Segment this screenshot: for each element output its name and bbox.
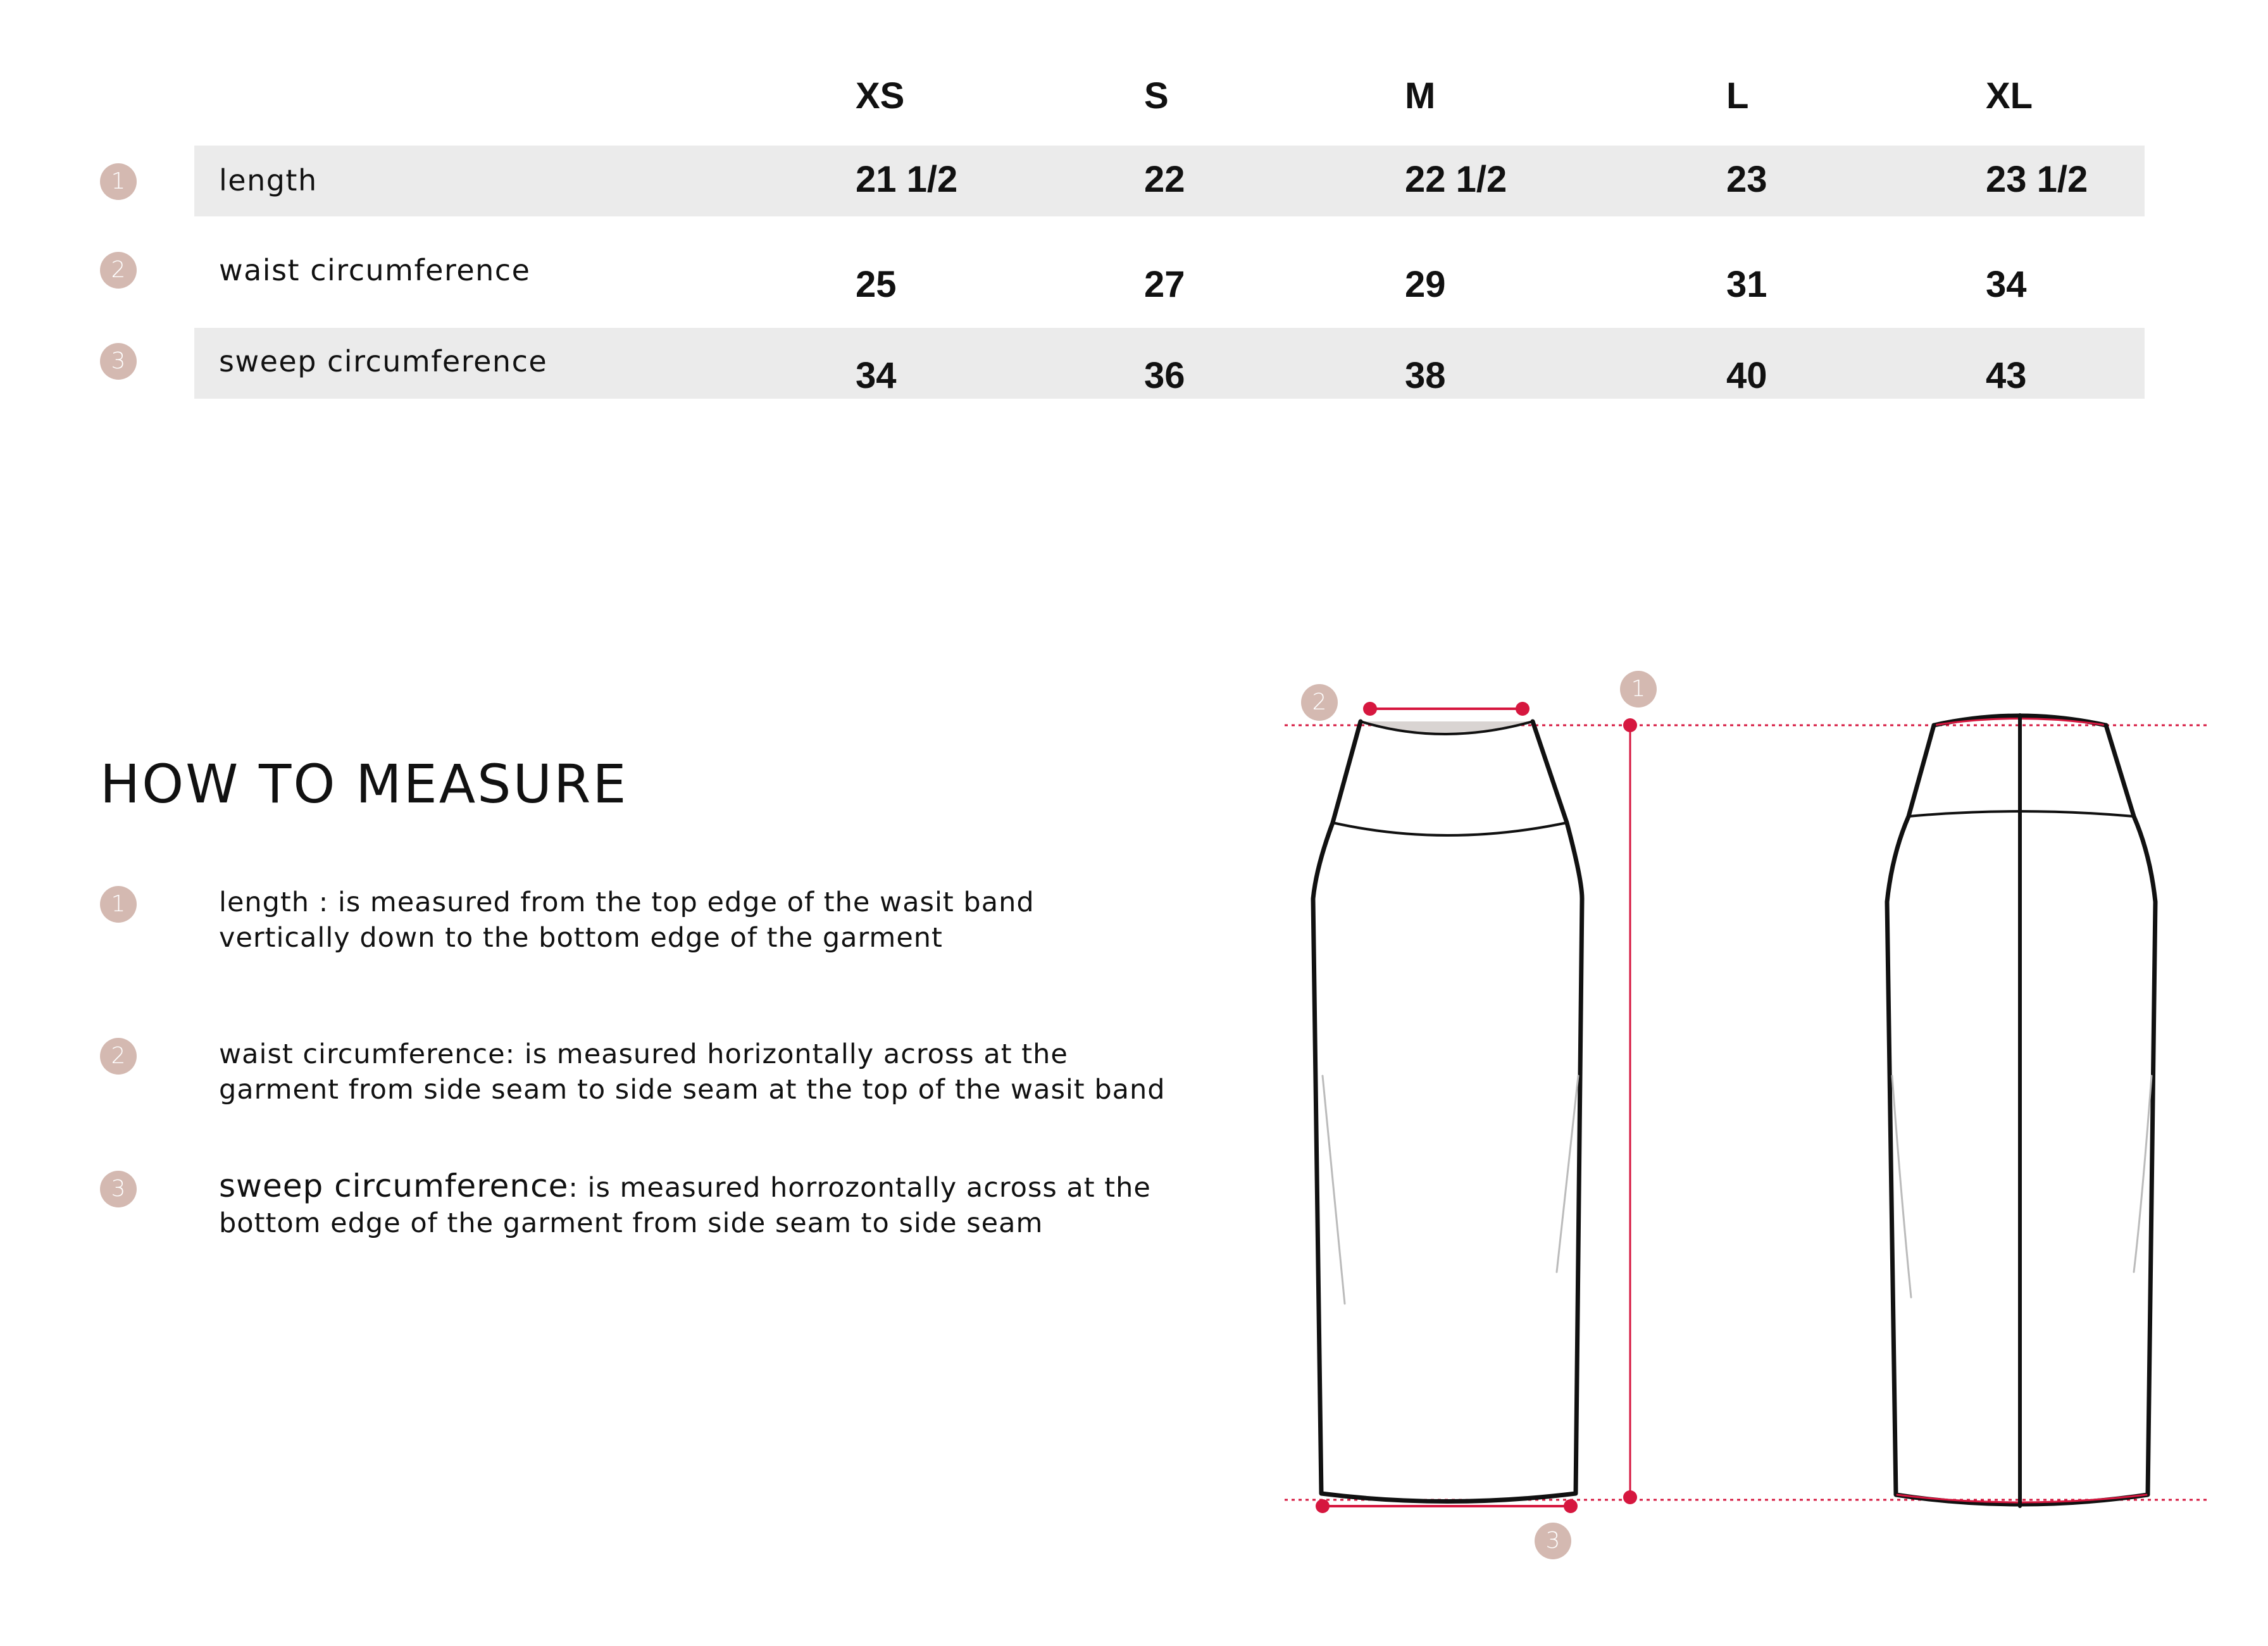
size-header-m: M	[1405, 75, 1436, 116]
instruction-line: vertically down to the bottom edge of the garment	[219, 922, 943, 954]
front-skirt-drawing	[1313, 721, 1582, 1502]
table-cell: 43	[1986, 355, 2027, 396]
table-cell: 38	[1405, 355, 1446, 396]
size-header-l: L	[1726, 75, 1749, 116]
table-cell: 27	[1144, 264, 1185, 305]
row-marker: 1	[100, 163, 137, 200]
instruction-marker: 1	[100, 886, 137, 923]
instruction-marker: 2	[100, 1038, 137, 1075]
table-cell: 22 1/2	[1405, 159, 1507, 200]
instruction-line: length : is measured from the top edge of the wasit band	[219, 887, 1035, 918]
table-cell: 40	[1726, 355, 1767, 396]
table-cell: 25	[856, 264, 897, 305]
row-label-length: length	[219, 163, 318, 197]
table-cell: 22	[1144, 159, 1185, 200]
table-cell: 21 1/2	[856, 159, 958, 200]
waist-measure-line	[1363, 702, 1530, 716]
table-cell: 34	[1986, 264, 2027, 305]
instruction-line: waist circumference: is measured horizontally across at the	[219, 1038, 1068, 1070]
instruction-line-text: : is measured horrozontally across at the	[568, 1172, 1151, 1204]
row-marker: 3	[100, 343, 137, 380]
table-cell: 23	[1726, 159, 1767, 200]
size-header-s: S	[1144, 75, 1169, 116]
table-cell: 23 1/2	[1986, 159, 2088, 200]
row-label-sweep: sweep circumference	[219, 344, 548, 378]
instruction-marker: 3	[100, 1171, 137, 1207]
back-skirt-drawing	[1887, 715, 2155, 1506]
row-label-waist: waist circumference	[219, 253, 531, 287]
instruction-line: garment from side seam to side seam at the top of the wasit band	[219, 1074, 1166, 1106]
table-cell: 31	[1726, 264, 1767, 305]
diagram-marker-waist: 2	[1301, 684, 1338, 721]
table-cell: 34	[856, 355, 897, 396]
row-marker: 2	[100, 252, 137, 289]
size-header-xl: XL	[1986, 75, 2033, 116]
section-title: HOW TO MEASURE	[100, 753, 628, 815]
length-measure-line	[1623, 718, 1637, 1504]
instruction-line: bottom edge of the garment from side seam to side seam	[219, 1207, 1044, 1239]
table-cell: 29	[1405, 264, 1446, 305]
diagram-marker-sweep: 3	[1535, 1523, 1571, 1559]
size-header-xs: XS	[856, 75, 905, 116]
instruction-lead: sweep circumference	[219, 1168, 569, 1204]
table-cell: 36	[1144, 355, 1185, 396]
diagram-marker-length: 1	[1620, 671, 1657, 708]
